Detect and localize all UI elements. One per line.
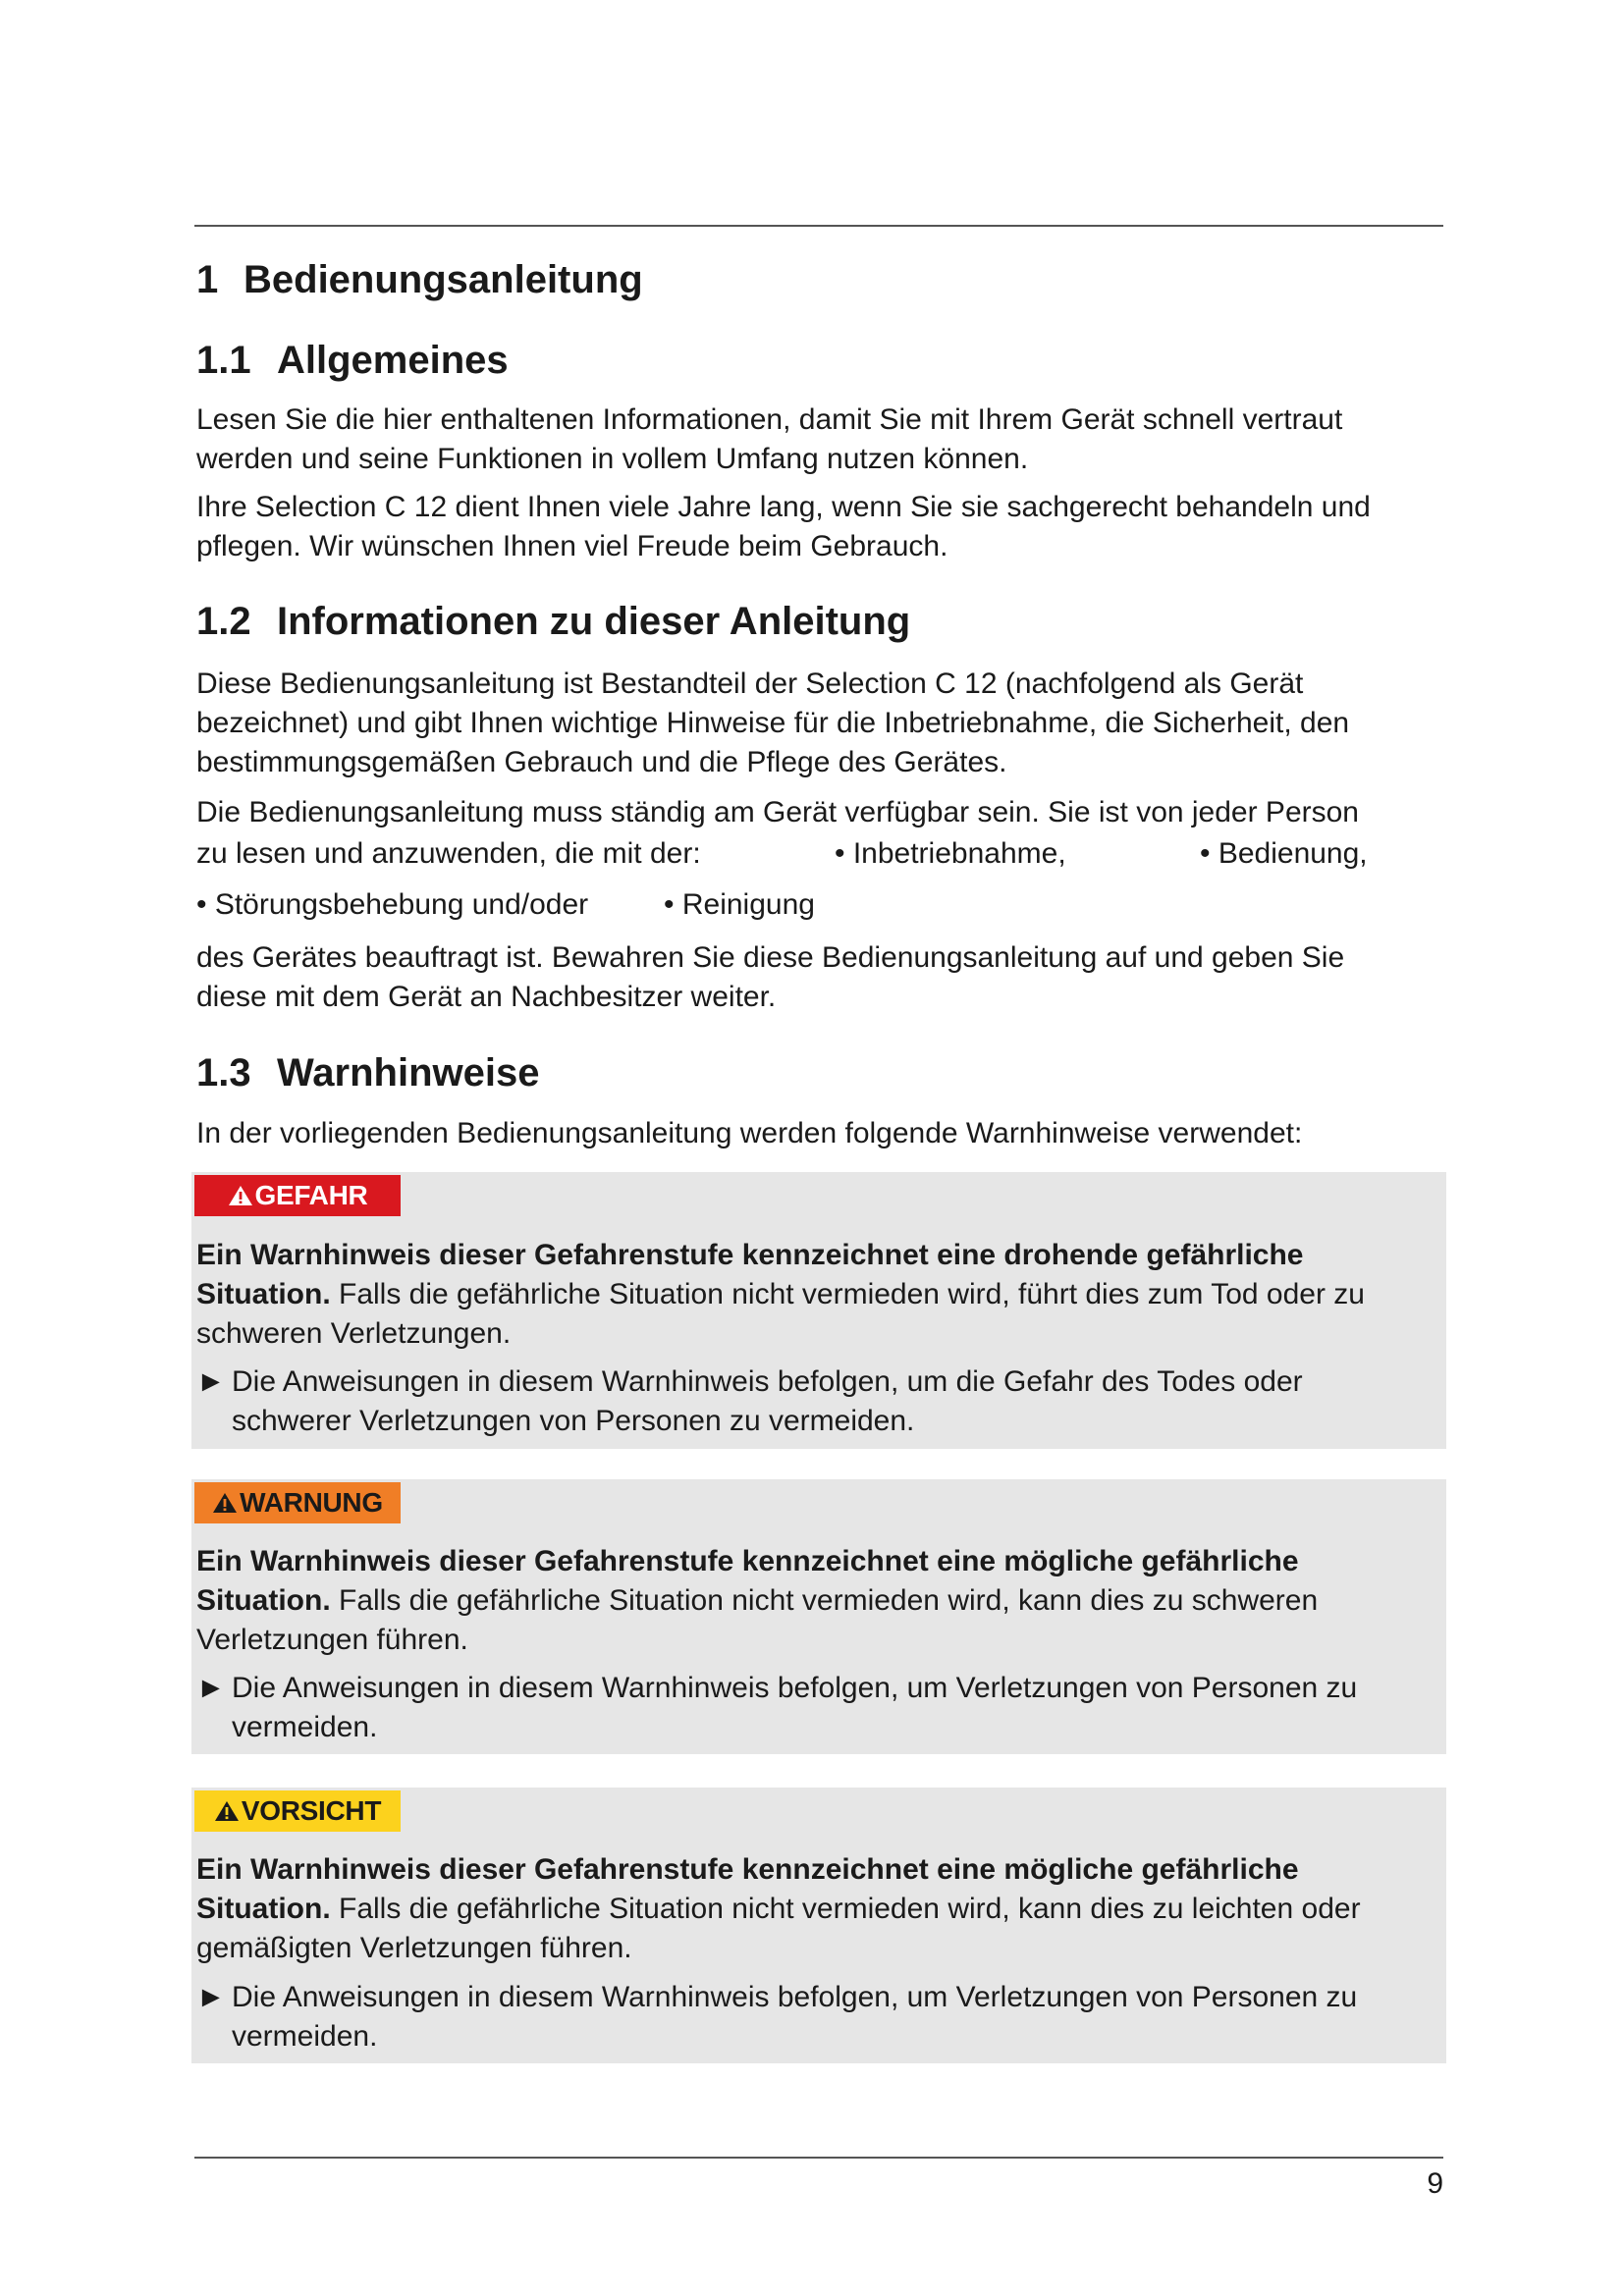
warning-bold-start: Situation. — [196, 1278, 331, 1310]
text-line: werden und seine Funktionen in vollem Umfang nutzen können. — [196, 443, 1029, 475]
heading-title: Informationen zu dieser Anleitung — [277, 600, 911, 643]
text-line: bestimmungsgemäßen Gebrauch und die Pflege des Gerätes. — [196, 746, 1007, 778]
warning-text-line: gemäßigten Verletzungen führen. — [196, 1932, 632, 1964]
paragraph — [196, 400, 1342, 479]
heading-chapter — [196, 260, 643, 299]
bullet-item: • Reinigung — [664, 888, 815, 921]
heading-title: Bedienungsanleitung — [244, 258, 643, 301]
text-line: Lesen Sie die hier enthaltenen Informationen, damit Sie mit Ihrem Gerät schnell vertraut — [196, 403, 1343, 436]
instruction-text: Die Anweisungen in diesem Warnhinweis befolgen, um die Gefahr des Todes oder — [232, 1365, 1303, 1398]
paragraph — [196, 488, 1371, 566]
text-line: zu lesen und anzuwenden, die mit der: — [196, 837, 701, 870]
heading-section-1-3 — [196, 1053, 539, 1093]
text-line: In der vorliegenden Bedienungsanleitung werden folgende Warnhinweise verwendet: — [196, 1117, 1303, 1149]
warning-text-line: Falls die gefährliche Situation nicht vermieden wird, führt dies zum Tod oder zu — [330, 1278, 1365, 1310]
heading-title: Allgemeines — [277, 339, 509, 382]
paragraph — [196, 938, 1344, 1017]
instruction-text: Die Anweisungen in diesem Warnhinweis befolgen, um Verletzungen von Personen zu — [232, 1981, 1358, 2013]
bullet-item: • Inbetriebnahme, — [835, 837, 1066, 870]
heading-number: 1.3 — [196, 1051, 251, 1095]
text-line: Ihre Selection C 12 dient Ihnen viele Jahre lang, wenn Sie sie sachgerecht behandeln und — [196, 491, 1371, 523]
instruction — [196, 1362, 1303, 1441]
badge-label: VORSICHT — [241, 1795, 382, 1826]
warning-text-line: Falls die gefährliche Situation nicht vermieden wird, kann dies zu leichten oder — [330, 1893, 1361, 1925]
bullet-item: • Bedienung, — [1200, 837, 1368, 870]
instruction — [196, 1669, 1357, 1747]
text-line: diese mit dem Gerät an Nachbesitzer weiter. — [196, 981, 777, 1013]
warning-triangle-icon — [214, 1799, 240, 1823]
text-line: pflegen. Wir wünschen Ihnen viel Freude beim Gebrauch. — [196, 530, 948, 562]
badge-label: GEFAHR — [254, 1180, 368, 1210]
warning-box-caution — [191, 1788, 1446, 2063]
heading-number: 1.2 — [196, 600, 251, 643]
instruction-text: schwerer Verletzungen von Personen zu vermeiden. — [232, 1405, 915, 1437]
arrow-right-icon: ► — [196, 1365, 226, 1398]
arrow-right-icon: ► — [196, 1672, 226, 1704]
warning-text-line: Falls die gefährliche Situation nicht vermieden wird, kann dies zu schweren — [330, 1584, 1319, 1617]
arrow-right-icon: ► — [196, 1981, 226, 2013]
header-rule — [194, 225, 1443, 227]
heading-number: 1.1 — [196, 339, 251, 382]
heading-section-1-1 — [196, 341, 509, 380]
heading-section-1-2 — [196, 602, 910, 641]
text-line: bezeichnet) und gibt Ihnen wichtige Hinweise für die Inbetriebnahme, die Sicherheit, den — [196, 707, 1350, 739]
warning-bold-line: Ein Warnhinweis dieser Gefahrenstufe kennzeichnet eine mögliche gefährliche — [196, 1545, 1299, 1577]
warning-bold-line: Ein Warnhinweis dieser Gefahrenstufe kennzeichnet eine drohende gefährliche — [196, 1239, 1304, 1271]
instruction-text: vermeiden. — [232, 2020, 378, 2053]
warning-text-line: schweren Verletzungen. — [196, 1317, 512, 1350]
warning-text — [196, 1236, 1365, 1354]
instruction — [196, 1978, 1357, 2056]
warning-badge — [194, 1482, 401, 1523]
warning-text — [196, 1542, 1318, 1660]
warning-text-line: Verletzungen führen. — [196, 1624, 468, 1656]
page-number: 9 — [1427, 2167, 1443, 2200]
text-line: des Gerätes beauftragt ist. Bewahren Sie diese Bedienungsanleitung auf und geben Sie — [196, 941, 1345, 974]
instruction-text: vermeiden. — [232, 1711, 378, 1743]
warning-text — [196, 1850, 1361, 1968]
danger-badge — [194, 1175, 401, 1216]
warning-triangle-icon — [212, 1491, 238, 1515]
paragraph — [196, 665, 1349, 782]
bullet-item: • Störungsbehebung und/oder — [196, 888, 589, 921]
text-line: Die Bedienungsanleitung muss ständig am Gerät verfügbar sein. Sie ist von jeder Person — [196, 796, 1359, 828]
heading-title: Warnhinweise — [277, 1051, 540, 1095]
caution-badge — [194, 1790, 401, 1832]
warning-triangle-icon — [228, 1184, 253, 1207]
warning-bold-line: Ein Warnhinweis dieser Gefahrenstufe kennzeichnet eine mögliche gefährliche — [196, 1853, 1299, 1886]
warning-box-danger — [191, 1172, 1446, 1449]
badge-label: WARNUNG — [240, 1487, 383, 1518]
footer-rule — [194, 2157, 1443, 2159]
warning-box-warning — [191, 1479, 1446, 1754]
text-line: Diese Bedienungsanleitung ist Bestandteil der Selection C 12 (nachfolgend als Gerät — [196, 667, 1304, 700]
warning-bold-start: Situation. — [196, 1584, 331, 1617]
warning-bold-start: Situation. — [196, 1893, 331, 1925]
instruction-text: Die Anweisungen in diesem Warnhinweis befolgen, um Verletzungen von Personen zu — [232, 1672, 1358, 1704]
heading-number: 1 — [196, 258, 219, 301]
